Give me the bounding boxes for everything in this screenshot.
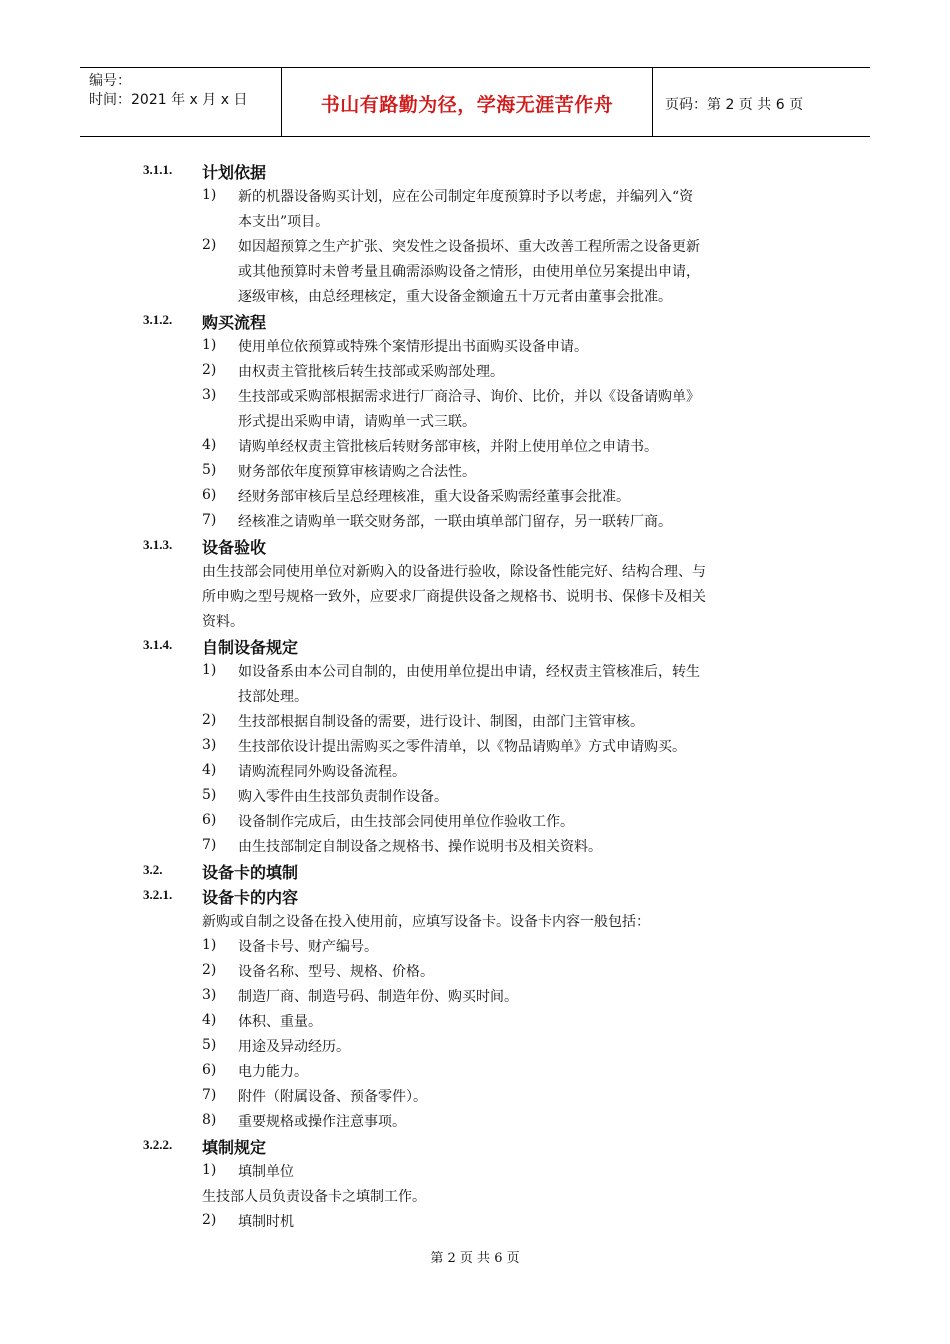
section-heading	[0, 533, 950, 558]
list-marker: 4)	[202, 1012, 217, 1028]
section-number: 3.1.2.	[143, 312, 173, 327]
list-marker: 1)	[202, 187, 217, 203]
document-body	[0, 158, 950, 1233]
section-title: 设备验收	[202, 538, 267, 557]
paragraph-text: 新购或自制之设备在投入使用前，应填写设备卡。设备卡内容一般包括：	[202, 914, 650, 930]
list-text: 制造厂商、制造号码、制造年份、购买时间。	[238, 989, 518, 1005]
list-item	[0, 508, 950, 533]
list-marker: 5)	[202, 787, 217, 803]
list-marker: 2)	[202, 712, 217, 728]
list-item	[0, 983, 950, 1008]
list-item	[0, 383, 950, 408]
header-meta-cell	[80, 68, 282, 136]
list-text: 请购流程同外购设备流程。	[238, 764, 406, 780]
document-number-label: 编号：	[89, 73, 131, 89]
list-marker: 2)	[202, 237, 217, 253]
section-number: 3.2.2.	[143, 1137, 173, 1152]
list-text: 请购单经权责主管批核后转财务部审核，并附上使用单位之申请书。	[238, 439, 658, 455]
list-item	[0, 483, 950, 508]
list-item	[0, 233, 950, 258]
list-text: 如因超预算之生产扩张、突发性之设备损坏、重大改善工程所需之设备更新	[238, 239, 700, 255]
list-text: 本支出”项目。	[238, 214, 330, 230]
list-text: 新的机器设备购买计划，应在公司制定年度预算时予以考虑，并编列入“资	[238, 189, 694, 205]
list-marker: 2)	[202, 1212, 217, 1228]
list-item	[0, 758, 950, 783]
list-item	[0, 358, 950, 383]
list-item	[0, 733, 950, 758]
header-page-info: 页码：第 2 页 共 6 页	[665, 97, 804, 113]
list-item	[0, 783, 950, 808]
list-item	[0, 458, 950, 483]
paragraph-line	[0, 558, 950, 583]
paragraph-line	[0, 583, 950, 608]
list-item	[0, 958, 950, 983]
section-number: 3.2.1.	[143, 887, 173, 902]
list-text: 技部处理。	[238, 689, 308, 705]
paragraph-line	[0, 608, 950, 633]
list-text: 由生技部制定自制设备之规格书、操作说明书及相关资料。	[238, 839, 602, 855]
list-text: 由权责主管批核后转生技部或采购部处理。	[238, 364, 504, 380]
list-marker: 5)	[202, 1037, 217, 1053]
header-motto: 书山有路勤为径，学海无涯苦作舟	[320, 94, 614, 116]
list-text: 电力能力。	[238, 1064, 308, 1080]
section-number: 3.1.3.	[143, 537, 173, 552]
list-text: 使用单位依预算或特殊个案情形提出书面购买设备申请。	[238, 339, 588, 355]
list-item	[0, 658, 950, 683]
list-item-continuation	[0, 408, 950, 433]
list-marker: 6)	[202, 487, 217, 503]
list-marker: 7)	[202, 1087, 217, 1103]
header-motto-cell	[282, 68, 653, 136]
section-heading	[0, 883, 950, 908]
paragraph-text: 所申购之型号规格一致外，应要求厂商提供设备之规格书、说明书、保修卡及相关	[202, 589, 706, 605]
section-heading	[0, 858, 950, 883]
section-heading	[0, 308, 950, 333]
paragraph-line	[0, 908, 950, 933]
list-item	[0, 1083, 950, 1108]
list-item	[0, 933, 950, 958]
list-item-continuation	[0, 208, 950, 233]
list-item	[0, 1208, 950, 1233]
list-item	[0, 333, 950, 358]
list-item	[0, 808, 950, 833]
page-footer	[0, 1247, 950, 1266]
section-title: 设备卡的内容	[202, 888, 299, 907]
list-item	[0, 1008, 950, 1033]
list-text: 体积、重量。	[238, 1014, 322, 1030]
list-marker: 3)	[202, 987, 217, 1003]
list-text: 生技部或采购部根据需求进行厂商洽寻、询价、比价，并以《设备请购单》	[238, 389, 700, 405]
list-marker: 3)	[202, 737, 217, 753]
list-item	[0, 1108, 950, 1133]
list-item-continuation	[0, 283, 950, 308]
paragraph-text: 由生技部会同使用单位对新购入的设备进行验收，除设备性能完好、结构合理、与	[202, 564, 706, 580]
paragraph-text: 生技部人员负责设备卡之填制工作。	[202, 1189, 426, 1205]
section-number: 3.2.	[143, 862, 163, 877]
list-text: 生技部根据自制设备的需要，进行设计、制图，由部门主管审核。	[238, 714, 644, 730]
list-text: 或其他预算时未曾考量且确需添购设备之情形，由使用单位另案提出申请，	[238, 264, 700, 280]
list-item-continuation	[0, 683, 950, 708]
list-item	[0, 1058, 950, 1083]
list-marker: 5)	[202, 462, 217, 478]
section-number: 3.1.4.	[143, 637, 173, 652]
section-title: 购买流程	[202, 313, 267, 332]
list-text: 设备名称、型号、规格、价格。	[238, 964, 434, 980]
list-marker: 6)	[202, 1062, 217, 1078]
list-marker: 7)	[202, 837, 217, 853]
list-text: 形式提出采购申请，请购单一式三联。	[238, 414, 476, 430]
section-number: 3.1.1.	[143, 162, 173, 177]
section-heading	[0, 158, 950, 183]
list-item	[0, 183, 950, 208]
list-item	[0, 1158, 950, 1183]
list-text: 财务部依年度预算审核请购之合法性。	[238, 464, 476, 480]
list-marker: 4)	[202, 437, 217, 453]
list-item	[0, 1033, 950, 1058]
list-marker: 3)	[202, 387, 217, 403]
list-item	[0, 833, 950, 858]
list-item-continuation	[0, 258, 950, 283]
list-marker: 6)	[202, 812, 217, 828]
list-text: 生技部依设计提出需购买之零件清单，以《物品请购单》方式申请购买。	[238, 739, 686, 755]
list-text: 经核准之请购单一联交财务部，一联由填单部门留存，另一联转厂商。	[238, 514, 672, 530]
section-title: 填制规定	[202, 1138, 267, 1157]
list-marker: 1)	[202, 1162, 217, 1178]
section-heading	[0, 633, 950, 658]
list-marker: 2)	[202, 362, 217, 378]
page-header	[80, 67, 870, 137]
list-marker: 1)	[202, 937, 217, 953]
list-marker: 7)	[202, 512, 217, 528]
list-text: 设备卡号、财产编号。	[238, 939, 378, 955]
list-marker: 4)	[202, 762, 217, 778]
header-page-cell	[653, 68, 870, 136]
list-text: 用途及异动经历。	[238, 1039, 350, 1055]
list-text: 购入零件由生技部负责制作设备。	[238, 789, 448, 805]
paragraph-line	[0, 1183, 950, 1208]
section-title: 设备卡的填制	[202, 863, 299, 882]
section-title: 自制设备规定	[202, 638, 299, 657]
list-text: 填制单位	[238, 1164, 294, 1180]
list-text: 经财务部审核后呈总经理核准，重大设备采购需经董事会批准。	[238, 489, 630, 505]
list-item	[0, 433, 950, 458]
document-date-label: 时间：2021 年 x 月 x 日	[89, 92, 248, 108]
section-heading	[0, 1133, 950, 1158]
list-text: 填制时机	[238, 1214, 294, 1230]
footer-page-number: 第 2 页 共 6 页	[430, 1251, 520, 1266]
list-item	[0, 708, 950, 733]
section-title: 计划依据	[202, 163, 267, 182]
list-marker: 1)	[202, 337, 217, 353]
list-text: 设备制作完成后，由生技部会同使用单位作验收工作。	[238, 814, 574, 830]
list-text: 如设备系由本公司自制的，由使用单位提出申请，经权责主管核准后，转生	[238, 664, 700, 680]
paragraph-text: 资料。	[202, 614, 244, 630]
list-text: 附件（附属设备、预备零件）。	[238, 1089, 427, 1105]
list-text: 逐级审核，由总经理核定，重大设备金额逾五十万元者由董事会批准。	[238, 289, 672, 305]
list-marker: 1)	[202, 662, 217, 678]
list-text: 重要规格或操作注意事项。	[238, 1114, 406, 1130]
list-marker: 8)	[202, 1112, 217, 1128]
list-marker: 2)	[202, 962, 217, 978]
